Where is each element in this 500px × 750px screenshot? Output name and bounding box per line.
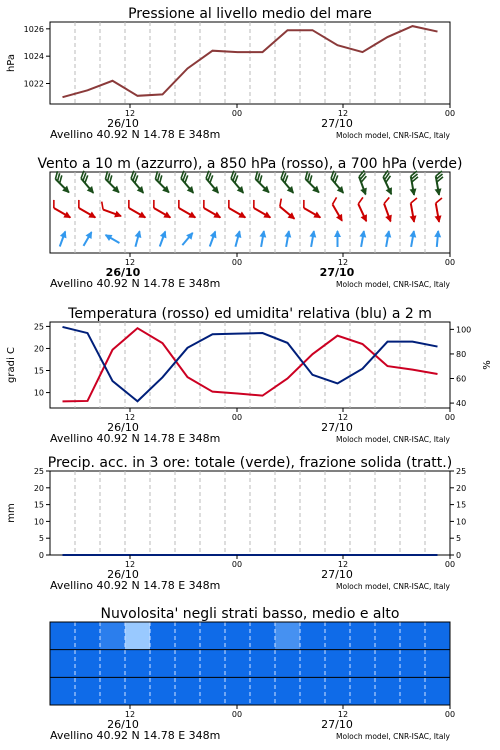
wind-barb-10m [358, 230, 368, 248]
wind-barb-700hpa [326, 171, 349, 196]
temperature-date-label: 26/10 [107, 421, 139, 434]
temperature-y-tick-label: 10 [33, 388, 44, 398]
cloud-date-label: 27/10 [321, 718, 353, 731]
wind-barb-700hpa [300, 171, 324, 195]
wind-arrow-head [336, 214, 346, 224]
wind-arrow-head [85, 229, 95, 239]
wind-arrow-head [435, 215, 443, 223]
cloud-cell [250, 677, 276, 705]
wind-barb-850hpa [432, 198, 447, 223]
cloud-cell [375, 622, 401, 650]
wind-arrow-head [63, 211, 73, 221]
cloud-cell [350, 677, 376, 705]
pressure-frame [50, 22, 450, 104]
wind-arrow-head [263, 211, 273, 221]
wind-barb-10m [334, 230, 341, 247]
cloud-cell [375, 650, 401, 678]
precip-location: Avellino 40.92 N 14.78 E 348m [50, 579, 221, 592]
wind-barb-feather [225, 200, 232, 208]
wind-barb-850hpa [353, 197, 373, 223]
cloud-x-tick-label: 12 [337, 710, 349, 719]
wind-arrow-head [334, 230, 341, 237]
wind-barb-850hpa [379, 197, 397, 223]
precip-y-tick-label: 0 [38, 551, 44, 560]
temperature-y2-tick-label: 80 [456, 349, 467, 359]
pressure-x-tick-label: 00 [444, 109, 456, 118]
wind-arrow-head [384, 230, 392, 238]
wind-barb-feather [200, 200, 207, 208]
cloud-cell [50, 622, 76, 650]
precip-title: Precip. acc. in 3 ore: totale (verde), frazione solida (tratt.) [47, 455, 453, 471]
precip-y-tick-label: 15 [33, 500, 44, 510]
wind-arrow-head [88, 211, 98, 221]
temperature-y2-tick-label: 100 [456, 325, 472, 335]
wind-arrow-head [135, 229, 144, 238]
wind-barb-10m [103, 231, 121, 246]
wind-date-label: 27/10 [319, 266, 355, 279]
wind-arrow-head [160, 229, 169, 238]
precip-x-tick-label: 12 [124, 560, 136, 569]
wind-arrow-head [434, 230, 442, 238]
wind-barb-700hpa [250, 171, 274, 195]
cloud-location: Avellino 40.92 N 14.78 E 348m [50, 729, 221, 742]
pressure-y-tick-label: 1022 [23, 79, 44, 89]
cloud-x-tick-label: 00 [231, 710, 243, 719]
precip-y2-tick-label: 15 [456, 500, 467, 510]
wind-barb-feather [175, 200, 182, 208]
wind-arrow-head [409, 230, 417, 238]
wind-barb-feather [410, 198, 418, 203]
wind-barb-850hpa [407, 198, 422, 223]
cloud-cell [175, 677, 201, 705]
wind-barb-850hpa [249, 200, 275, 221]
cloud-cell [425, 677, 451, 705]
wind-barb-feather [125, 200, 132, 208]
precip-date-label: 27/10 [321, 568, 353, 581]
cloud-cell [350, 622, 376, 650]
pressure-title: Pressione al livello medio del mare [128, 6, 372, 22]
cloud-cell [300, 650, 326, 678]
cloud-cell [325, 677, 351, 705]
precip-y-tick-label: 20 [33, 483, 44, 493]
wind-arrow-head [60, 229, 69, 238]
cloud-cell [400, 622, 426, 650]
wind-arrow-head [210, 229, 219, 238]
temperature-location: Avellino 40.92 N 14.78 E 348m [50, 432, 221, 445]
wind-barb-850hpa [199, 200, 225, 221]
wind-barb-850hpa [98, 202, 124, 220]
cloud-cell [250, 622, 276, 650]
precip-date-label: 26/10 [107, 568, 139, 581]
cloud-cell [100, 677, 126, 705]
wind-barb-850hpa [149, 200, 175, 221]
cloud-cell [75, 622, 101, 650]
wind-barb-700hpa [100, 171, 124, 195]
temperature-y2-label: % [482, 360, 493, 370]
precip-y-tick-label: 25 [33, 467, 44, 476]
wind-barb-feather [331, 197, 339, 204]
cloud-cell [50, 677, 76, 705]
wind-barb-feather [357, 197, 365, 204]
wind-barb-feather [75, 200, 82, 208]
wind-barb-10m [206, 229, 218, 247]
wind-x-tick-label: 12 [337, 258, 349, 267]
wind-barb-850hpa [124, 200, 150, 221]
cloud-cell [300, 677, 326, 705]
wind-barb-700hpa [50, 171, 74, 195]
wind-arrow-head [435, 188, 443, 196]
wind-arrow-head [284, 230, 292, 238]
cloud-title: Nuvolosita' negli strati basso, medio e alto [100, 606, 400, 622]
wind-x-tick-label: 00 [231, 258, 243, 267]
wind-barb-700hpa [276, 171, 299, 196]
cloud-cell [175, 622, 201, 650]
pressure-date-label: 27/10 [321, 117, 353, 130]
wind-arrow-head [386, 187, 395, 196]
wind-arrow-head [313, 211, 323, 221]
pressure-location: Avellino 40.92 N 14.78 E 348m [50, 128, 221, 141]
wind-arrow-head [359, 230, 367, 238]
wind-barb-10m [232, 229, 243, 247]
wind-barb-feather [50, 200, 57, 208]
cloud-cell [225, 650, 251, 678]
cloud-cell [425, 622, 451, 650]
cloud-cell [100, 622, 126, 650]
cloud-cell [400, 677, 426, 705]
temperature-x-tick-label: 00 [444, 413, 456, 422]
pressure-credit: Moloch model, CNR-ISAC, Italy [336, 131, 450, 140]
wind-arrow-head [259, 230, 267, 238]
cloud-x-tick-label: 12 [124, 710, 136, 719]
temperature-y2-tick-label: 40 [456, 399, 467, 409]
wind-location: Avellino 40.92 N 14.78 E 348m [50, 277, 221, 290]
wind-arrow-head [163, 211, 173, 221]
wind-barb-10m [408, 230, 418, 248]
cloud-cell [275, 650, 301, 678]
wind-barb-10m [258, 230, 268, 248]
cloud-cell [275, 677, 301, 705]
wind-barb-850hpa [275, 199, 300, 222]
cloud-cell [100, 650, 126, 678]
wind-credit: Moloch model, CNR-ISAC, Italy [336, 280, 450, 289]
cloud-cell [75, 677, 101, 705]
cloud-cell [200, 677, 226, 705]
temperature-title: Temperatura (rosso) ed umidita' relativa (blu) a 2 m [68, 306, 432, 322]
wind-barb-700hpa [407, 171, 422, 196]
precip-x-tick-label: 12 [337, 560, 349, 569]
pressure-y-label: hPa [6, 53, 17, 73]
wind-barb-feather [435, 198, 443, 203]
wind-barb-700hpa [432, 171, 447, 196]
cloud-cell [125, 622, 151, 650]
cloud-cell [225, 622, 251, 650]
temperature-x-tick-label: 12 [337, 413, 349, 422]
wind-arrow-head [385, 215, 394, 224]
precip-y2-tick-label: 25 [456, 467, 467, 476]
cloud-cell [400, 650, 426, 678]
wind-barb-feather [250, 200, 257, 208]
precip-y-label: mm [6, 503, 17, 523]
pressure-x-tick-label: 12 [337, 109, 349, 118]
cloud-x-tick-label: 00 [444, 710, 456, 719]
cloud-cell [150, 650, 176, 678]
cloud-cell [125, 677, 151, 705]
wind-barb-850hpa [74, 200, 100, 221]
wind-arrow-head [103, 231, 113, 241]
wind-arrow-head [309, 230, 317, 238]
precip-x-tick-label: 00 [231, 560, 243, 569]
cloud-cell [175, 650, 201, 678]
wind-arrow-head [188, 211, 198, 221]
wind-barb-850hpa [224, 200, 250, 221]
precip-y2-tick-label: 10 [456, 517, 467, 527]
wind-barb-10m [132, 229, 143, 247]
wind-barb-feather [150, 200, 157, 208]
pressure-y-tick-label: 1024 [23, 52, 44, 62]
wind-barb-10m [180, 230, 196, 248]
temperature-y-tick-label: 25 [33, 322, 44, 332]
wind-arrow-head [238, 211, 248, 221]
temperature-x-tick-label: 00 [231, 413, 243, 422]
cloud-cell [325, 650, 351, 678]
wind-arrow-head [410, 188, 418, 196]
temperature-y2-tick-label: 60 [456, 374, 467, 384]
wind-arrow-head [213, 211, 223, 221]
wind-barb-700hpa [201, 171, 224, 196]
wind-barb-10m [433, 230, 441, 248]
wind-barb-10m [56, 229, 68, 247]
wind-barb-10m [80, 229, 95, 247]
wind-barb-10m [283, 230, 293, 248]
wind-barb-700hpa [378, 170, 398, 196]
cloud-cell [75, 650, 101, 678]
cloud-cell [50, 650, 76, 678]
wind-barb-700hpa [176, 171, 199, 196]
precip-credit: Moloch model, CNR-ISAC, Italy [336, 582, 450, 591]
wind-barb-feather [383, 197, 391, 203]
cloud-cell [250, 650, 276, 678]
cloud-cell [425, 650, 451, 678]
wind-x-tick-label: 00 [444, 258, 456, 267]
wind-barb-700hpa [76, 171, 99, 196]
cloud-cell [225, 677, 251, 705]
cloud-cell [200, 622, 226, 650]
cloud-cell [300, 622, 326, 650]
precip-y-tick-label: 5 [38, 534, 44, 544]
wind-barb-700hpa [354, 170, 372, 196]
temperature-y-label: gradi C [6, 347, 17, 383]
cloud-cell [275, 622, 301, 650]
cloud-cell [350, 650, 376, 678]
temperature-credit: Moloch model, CNR-ISAC, Italy [336, 435, 450, 444]
cloud-cell [125, 650, 151, 678]
wind-title: Vento a 10 m (azzurro), a 850 hPa (rosso), a 700 hPa (verde) [37, 156, 463, 172]
wind-arrow-head [138, 211, 148, 221]
wind-barb-700hpa [226, 171, 249, 196]
wind-barb-850hpa [299, 200, 325, 221]
cloud-credit: Moloch model, CNR-ISAC, Italy [336, 732, 450, 741]
cloud-cell [150, 622, 176, 650]
wind-arrow-head [235, 229, 244, 238]
temperature-x-tick-label: 12 [124, 413, 136, 422]
wind-date-label: 26/10 [105, 266, 141, 279]
pressure-x-tick-label: 00 [231, 109, 243, 118]
pressure-y-tick-label: 1026 [23, 24, 44, 34]
wind-x-tick-label: 12 [124, 258, 136, 267]
pressure-date-label: 26/10 [107, 117, 139, 130]
temperature-y-tick-label: 20 [33, 344, 44, 354]
wind-barb-850hpa [49, 200, 75, 221]
pressure-x-tick-label: 12 [124, 109, 136, 118]
precip-y2-tick-label: 20 [456, 483, 467, 493]
wind-arrow-head [114, 211, 123, 220]
temperature-date-label: 27/10 [321, 421, 353, 434]
wind-barb-feather [277, 199, 285, 207]
wind-barb-700hpa [126, 171, 149, 196]
wind-barb-850hpa [327, 197, 348, 223]
wind-barb-850hpa [174, 200, 200, 221]
cloud-cell [150, 677, 176, 705]
wind-barb-feather [300, 200, 307, 208]
wind-barb-10m [156, 229, 168, 247]
cloud-date-label: 26/10 [107, 718, 139, 731]
temperature-y-tick-label: 15 [33, 366, 44, 376]
cloud-cell [375, 677, 401, 705]
wind-arrow-head [361, 214, 370, 223]
precip-y-tick-label: 10 [33, 517, 44, 527]
precip-y2-tick-label: 0 [456, 551, 462, 560]
precip-x-tick-label: 00 [444, 560, 456, 569]
wind-barb-10m [383, 230, 393, 248]
wind-barb-10m [308, 230, 318, 248]
precip-y2-tick-label: 5 [456, 534, 462, 544]
wind-arrow-head [360, 188, 369, 197]
wind-arrow-head [410, 215, 418, 223]
cloud-cell [325, 622, 351, 650]
wind-barb-700hpa [150, 171, 174, 195]
cloud-cell [200, 650, 226, 678]
